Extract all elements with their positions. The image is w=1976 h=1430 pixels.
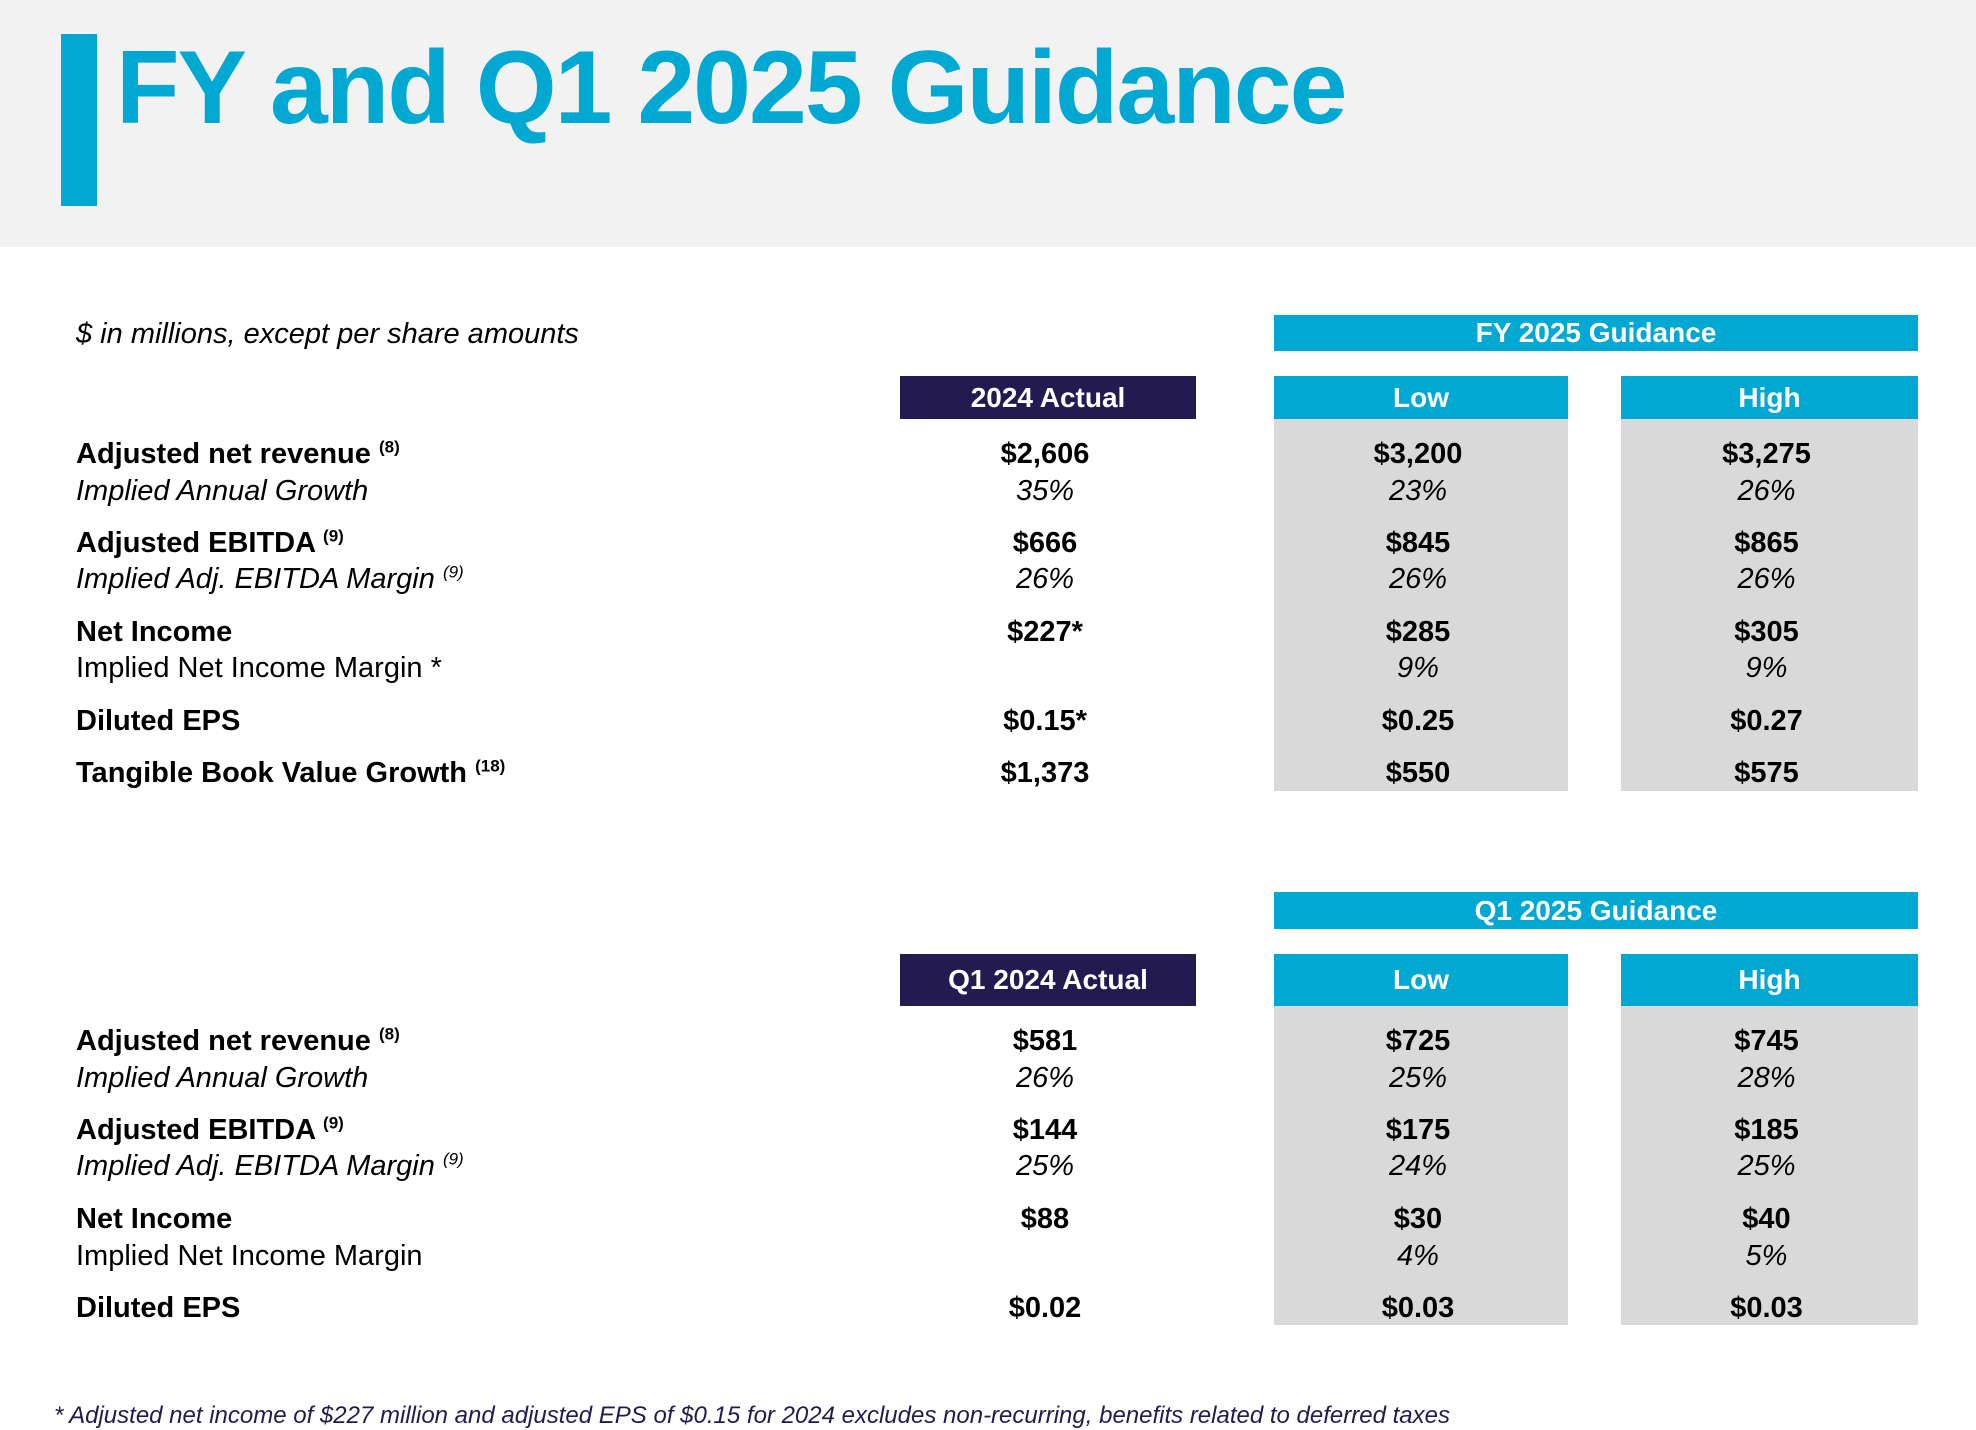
fy-guidance-header: FY 2025 Guidance xyxy=(1274,315,1918,351)
cell-actual: $1,373 xyxy=(1000,757,1090,789)
footnote-ref: (8) xyxy=(378,1024,400,1044)
row-label-text: Tangible Book Value Growth xyxy=(76,757,468,789)
q1-low-header: Low xyxy=(1274,954,1568,1006)
row-label xyxy=(76,757,505,790)
cell-high: $0.03 xyxy=(1730,1292,1803,1324)
cell-high: 5% xyxy=(1745,1240,1788,1272)
cell-high: $185 xyxy=(1734,1114,1799,1146)
cell-actual: $227* xyxy=(1007,616,1083,648)
cell-actual: $0.15* xyxy=(1003,705,1087,737)
row-label-text: Diluted EPS xyxy=(76,1292,241,1324)
row-label xyxy=(76,1062,368,1095)
row-label-text: Implied Annual Growth xyxy=(76,475,369,507)
row-label xyxy=(76,1240,423,1273)
page-title: FY and Q1 2025 Guidance xyxy=(116,30,1346,146)
row-label-text: Adjusted net revenue xyxy=(76,438,371,470)
cell-actual: $581 xyxy=(1012,1025,1078,1057)
units-note: $ in millions, except per share amounts xyxy=(76,318,579,350)
fy-low-header: Low xyxy=(1274,376,1568,419)
cell-low: $30 xyxy=(1393,1203,1443,1235)
cell-high: $745 xyxy=(1734,1025,1799,1057)
cell-low: 4% xyxy=(1397,1240,1439,1272)
row-label xyxy=(76,1114,344,1147)
row-label xyxy=(76,652,442,685)
footnote-ref: (18) xyxy=(475,756,506,776)
cell-low: 25% xyxy=(1388,1062,1448,1094)
row-label-text: Net Income xyxy=(76,1203,233,1235)
cell-high: 25% xyxy=(1737,1150,1796,1182)
row-label xyxy=(76,438,400,471)
row-label xyxy=(76,527,344,560)
footnote: * Adjusted net income of $227 million and adjusted EPS of $0.15 for 2024 excludes non-recurring, benefits related to deferred taxes xyxy=(54,1402,1450,1429)
row-label xyxy=(76,616,232,649)
cell-high: $575 xyxy=(1734,757,1799,789)
q1-guidance-header: Q1 2025 Guidance xyxy=(1274,892,1918,929)
cell-actual: $0.02 xyxy=(1008,1292,1082,1324)
row-label-text: Implied Adj. EBITDA Margin xyxy=(76,1150,435,1182)
cell-actual: 35% xyxy=(1015,475,1075,507)
footnote-ref: (9) xyxy=(442,1149,464,1169)
cell-high: 26% xyxy=(1737,475,1796,507)
cell-high: 28% xyxy=(1737,1062,1796,1094)
row-label-text: Implied Net Income Margin * xyxy=(76,652,442,684)
cell-actual: 25% xyxy=(1015,1150,1075,1182)
row-label-text: Adjusted EBITDA xyxy=(76,527,315,559)
cell-high: 9% xyxy=(1745,652,1788,684)
fy-actual-header: 2024 Actual xyxy=(900,376,1196,419)
cell-high: $40 xyxy=(1742,1203,1791,1235)
cell-actual: $666 xyxy=(1012,527,1078,559)
cell-high: 26% xyxy=(1737,563,1796,595)
row-label xyxy=(76,475,368,508)
row-label xyxy=(76,1150,464,1183)
row-label xyxy=(76,1025,400,1058)
cell-actual: $144 xyxy=(1012,1114,1078,1146)
cell-low: $0.25 xyxy=(1381,705,1455,737)
cell-actual: 26% xyxy=(1015,563,1075,595)
cell-actual: $2,606 xyxy=(1000,438,1090,470)
title-accent-bar xyxy=(61,34,97,206)
cell-low: 26% xyxy=(1388,563,1448,595)
cell-low: 9% xyxy=(1397,652,1439,684)
cell-high: $865 xyxy=(1734,527,1799,559)
row-label-text: Implied Adj. EBITDA Margin xyxy=(76,563,435,595)
q1-actual-header: Q1 2024 Actual xyxy=(900,954,1196,1006)
cell-high: $305 xyxy=(1734,616,1799,648)
row-label-text: Diluted EPS xyxy=(76,705,241,737)
row-label xyxy=(76,563,464,596)
cell-low: 23% xyxy=(1388,475,1448,507)
cell-low: $175 xyxy=(1385,1114,1451,1146)
row-label-text: Adjusted net revenue xyxy=(76,1025,371,1057)
cell-low: 24% xyxy=(1388,1150,1448,1182)
cell-low: $550 xyxy=(1385,757,1451,789)
cell-actual: 26% xyxy=(1015,1062,1075,1094)
row-label xyxy=(76,1203,232,1236)
cell-low: $3,200 xyxy=(1373,438,1463,470)
cell-low: $0.03 xyxy=(1381,1292,1455,1324)
cell-low: $845 xyxy=(1385,527,1451,559)
cell-low: $725 xyxy=(1385,1025,1451,1057)
row-label-text: Net Income xyxy=(76,616,233,648)
cell-actual: $88 xyxy=(1020,1203,1070,1235)
row-label xyxy=(76,1292,240,1325)
cell-high: $3,275 xyxy=(1722,438,1811,470)
q1-high-header: High xyxy=(1621,954,1918,1006)
row-label-text: Implied Net Income Margin xyxy=(76,1240,423,1272)
footnote-ref: (9) xyxy=(323,526,344,546)
footnote-ref: (9) xyxy=(323,1113,344,1133)
row-label-text: Implied Annual Growth xyxy=(76,1062,369,1094)
row-label-text: Adjusted EBITDA xyxy=(76,1114,315,1146)
cell-low: $285 xyxy=(1385,616,1451,648)
footnote-ref: (9) xyxy=(442,562,464,582)
row-label xyxy=(76,705,240,738)
cell-high: $0.27 xyxy=(1730,705,1803,737)
fy-high-header: High xyxy=(1621,376,1918,419)
footnote-ref: (8) xyxy=(378,437,400,457)
